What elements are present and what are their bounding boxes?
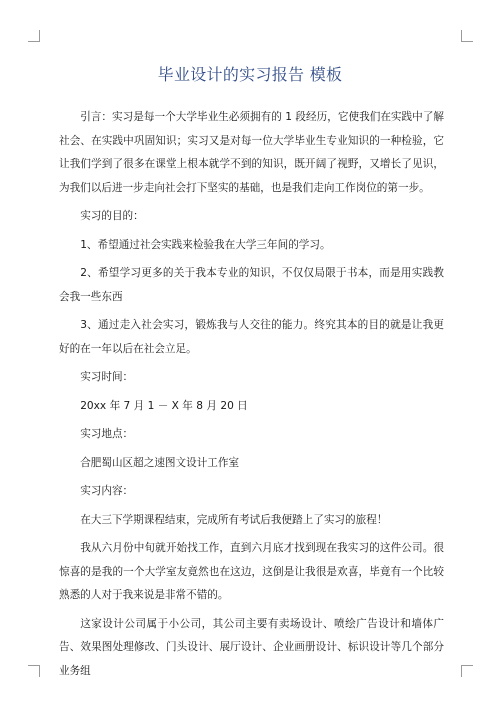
purpose-item-3: 3、通过走入社会实习，锻炼我与人交往的能力。终究其本的目的就是让我更好的在一年以后在社会立足。 (59, 319, 444, 355)
purpose-heading: 实习的目的： (80, 210, 144, 222)
crop-mark-top-left (28, 30, 40, 42)
location-value: 合肥蜀山区超之速图文设计工作室 (80, 456, 240, 469)
time-heading: 实习时间： (80, 371, 134, 383)
time-value: 20xx 年 7 月 1 － X 年 8 月 20 日 (80, 399, 248, 412)
purpose-item-2: 2、希望学习更多的关于我本专业的知识，不仅仅局限于书本，而是用实践教会我一些东西 (59, 267, 444, 303)
document-title: 毕业设计的实习报告 模板 (157, 65, 343, 84)
crop-mark-bottom-right (461, 665, 473, 677)
crop-mark-bottom-left (28, 665, 40, 677)
intro-paragraph: 引言：实习是每一个大学毕业生必须拥有的 1 段经历，它使我们在实践中了解社会、在实践中巩固知识；实习又是对每一位大学毕业生专业知识的一种检验，它让我们学到了很多在课堂上根本就学不到的知识，既开阔了视野，又增长了见识，为我们以后进一步走向社会打下坚实的基础，也是我们走向工作岗位的第一步。 (59, 111, 444, 194)
content-paragraph-1: 在大三下学期课程结束，完成所有考试后我便踏上了实习的旅程！ (80, 513, 388, 526)
document-body (59, 106, 444, 683)
content-paragraph-3: 这家设计公司属于小公司，其公司主要有卖场设计、喷绘广告设计和墙体广告、效果图处理修改、门头设计、展厅设计、企业画册设计、标识设计等几个部分业务组 (59, 617, 444, 677)
location-heading: 实习地点： (80, 428, 134, 440)
crop-mark-top-right (461, 30, 473, 42)
content-paragraph-2: 我从六月份中旬就开始找工作，直到六月底才找到现在我实习的这件公司。很惊喜的是我的一个大学室友竟然也在这边，这倒是让我很是欢喜，毕竟有一个比较熟悉的人对于我来说是非常不错的。 (59, 542, 444, 601)
purpose-item-1: 1、希望通过社会实践来检验我在大学三年间的学习。 (80, 238, 331, 251)
content-heading: 实习内容： (80, 485, 134, 497)
